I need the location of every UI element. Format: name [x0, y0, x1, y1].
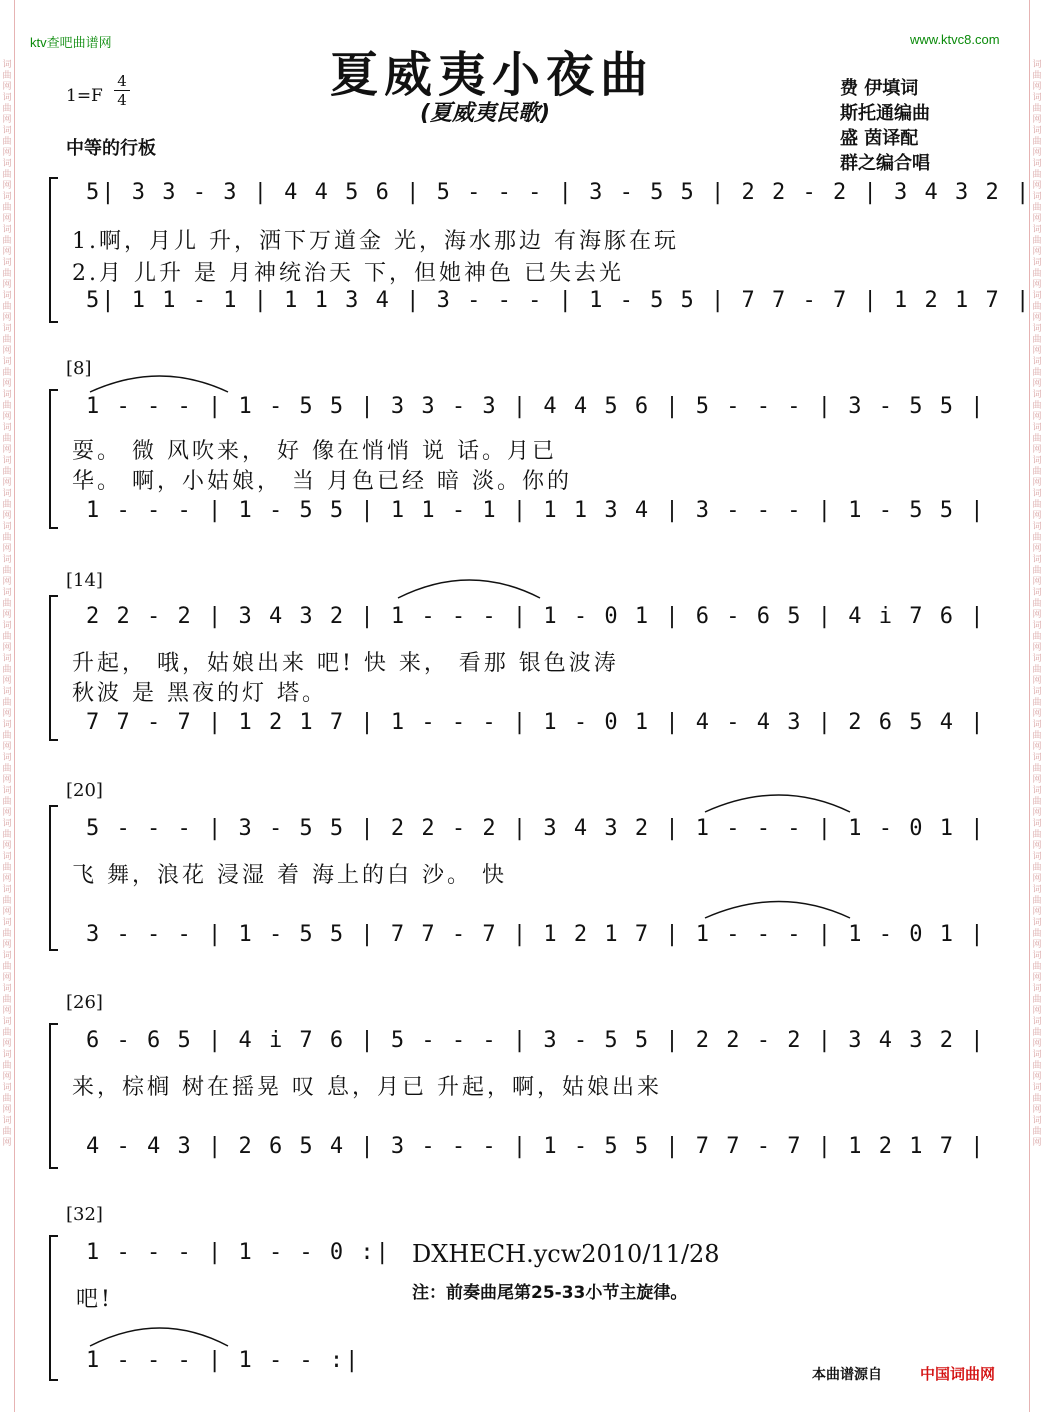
system-1-lyric-verse-1: 1.啊，月儿 升，洒下万道金 光，海水那边 有海豚在玩: [72, 229, 679, 254]
system-6-upper-notes: 1 - - - | 1 - - 0 :|: [86, 1240, 391, 1265]
system-1-bracket: [50, 178, 58, 322]
left-watermark-text: 词曲网词曲网词曲网词曲网词曲网词曲网词曲网词曲网词曲网词曲网词曲网词曲网词曲网词曲网词曲网词曲网词曲网词曲网词曲网词曲网词曲网词曲网词曲网词曲网词曲网词曲网词曲网词曲网词曲网词曲网词曲网词曲网词曲网: [2, 60, 12, 1148]
tie-system-3: [398, 580, 540, 598]
system-5-lower-notes: 4 - 4 3 | 2 6 5 4 | 3 - - - | 1 - 5 5 | 7 7 - 7 | 1 2 1 7 |: [86, 1134, 986, 1159]
system-3-bracket: [50, 596, 58, 740]
system-4-upper-notes: 5 - - - | 3 - 5 5 | 2 2 - 2 | 3 4 3 2 | 1 - - - | 1 - 0 1 |: [86, 816, 986, 841]
system-4-lower-notes: 3 - - - | 1 - 5 5 | 7 7 - 7 | 1 2 1 7 | 1 - - - | 1 - 0 1 |: [86, 922, 986, 947]
system-4-measure-number: [20]: [66, 780, 103, 801]
time-signature-top: 4: [117, 72, 127, 90]
watermark-top-left: ktv查吧曲谱网: [30, 35, 112, 50]
credit-translator: 盛 茵译配: [840, 128, 919, 149]
tie-system-2: [90, 376, 228, 392]
system-6-lyric-verse-1: 吧!: [76, 1287, 113, 1312]
tie-system-4-upper: [705, 795, 850, 812]
system-2-upper-notes: 1 - - - | 1 - 5 5 | 3 3 - 3 | 4 4 5 6 | 5 - - - | 3 - 5 5 |: [86, 394, 986, 419]
system-3-lower-notes: 7 7 - 7 | 1 2 1 7 | 1 - - - | 1 - 0 1 | 4 - 4 3 | 2 6 5 4 |: [86, 710, 986, 735]
system-5-bracket: [50, 1024, 58, 1168]
system-3-lyric-verse-1: 升起， 哦，姑娘出来 吧! 快 来， 看那 银色波涛: [72, 651, 619, 676]
system-2-lyric-verse-1: 耍。 微 风吹来， 好 像在悄悄 说 话。月已: [72, 439, 557, 464]
system-2-bracket: [50, 390, 58, 528]
system-3-measure-number: [14]: [66, 570, 103, 591]
system-4-lyric-verse-1: 飞 舞，浪花 浸湿 着 海上的白 沙。 快: [72, 863, 507, 888]
footer-source-label: 本曲谱源自: [812, 1367, 882, 1383]
system-5-lyric-verse-1: 来，棕榈 树在摇晃 叹 息，月已 升起，啊，姑娘出来: [72, 1075, 662, 1100]
credit-arranger: 斯托通编曲: [840, 103, 930, 124]
transcriber-stamp: DXHECH.ycw2010/11/28: [412, 1240, 720, 1268]
system-1-lower-notes: 5| 1 1 - 1 | 1 1 3 4 | 3 - - - | 1 - 5 5 | 7 7 - 7 | 1 2 1 7 |: [86, 288, 1032, 313]
system-6-bracket: [50, 1236, 58, 1380]
key-signature: 1=F: [66, 86, 103, 106]
song-title: 夏威夷小夜曲: [330, 47, 655, 103]
system-3-upper-notes: 2 2 - 2 | 3 4 3 2 | 1 - - - | 1 - 0 1 | 6 - 6 5 | 4 i 7 6 |: [86, 604, 986, 629]
credit-lyricist: 费 伊填词: [840, 78, 919, 99]
tempo-marking: 中等的行板: [66, 138, 156, 159]
arrangement-note: 注：前奏曲尾第25-33小节主旋律。: [412, 1283, 688, 1303]
watermark-top-right: www.ktvc8.com: [910, 32, 1000, 47]
system-1-upper-notes: 5| 3 3 - 3 | 4 4 5 6 | 5 - - - | 3 - 5 5 | 2 2 - 2 | 3 4 3 2 |: [86, 180, 1032, 205]
tie-system-6: [90, 1328, 228, 1346]
system-2-lyric-verse-2: 华。 啊，小姑娘， 当 月色已经 暗 淡。你的: [72, 469, 572, 494]
system-2-lower-notes: 1 - - - | 1 - 5 5 | 1 1 - 1 | 1 1 3 4 | 3 - - - | 1 - 5 5 |: [86, 498, 986, 523]
song-subtitle: (夏威夷民歌): [420, 101, 551, 126]
system-5-upper-notes: 6 - 6 5 | 4 i 7 6 | 5 - - - | 3 - 5 5 | 2 2 - 2 | 3 4 3 2 |: [86, 1028, 986, 1053]
credit-choral: 群之编合唱: [840, 153, 930, 174]
time-signature-bottom: 4: [117, 91, 127, 109]
system-5-measure-number: [26]: [66, 992, 103, 1013]
system-3-lyric-verse-2: 秋波 是 黑夜的灯 塔。: [72, 681, 327, 706]
right-watermark-text: 词曲网词曲网词曲网词曲网词曲网词曲网词曲网词曲网词曲网词曲网词曲网词曲网词曲网词曲网词曲网词曲网词曲网词曲网词曲网词曲网词曲网词曲网词曲网词曲网词曲网词曲网词曲网词曲网词曲网词曲网词曲网词曲网词曲网: [1032, 60, 1042, 1148]
system-1-lyric-verse-2: 2.月 儿升 是 月神统治天 下，但她神色 已失去光: [72, 261, 624, 286]
tie-system-4-lower: [705, 902, 850, 919]
footer-source-site[interactable]: 中国词曲网: [920, 1365, 996, 1383]
system-6-measure-number: [32]: [66, 1204, 103, 1225]
system-4-bracket: [50, 806, 58, 950]
system-6-lower-notes: 1 - - - | 1 - - :|: [86, 1348, 361, 1373]
system-2-measure-number: [8]: [66, 358, 92, 379]
